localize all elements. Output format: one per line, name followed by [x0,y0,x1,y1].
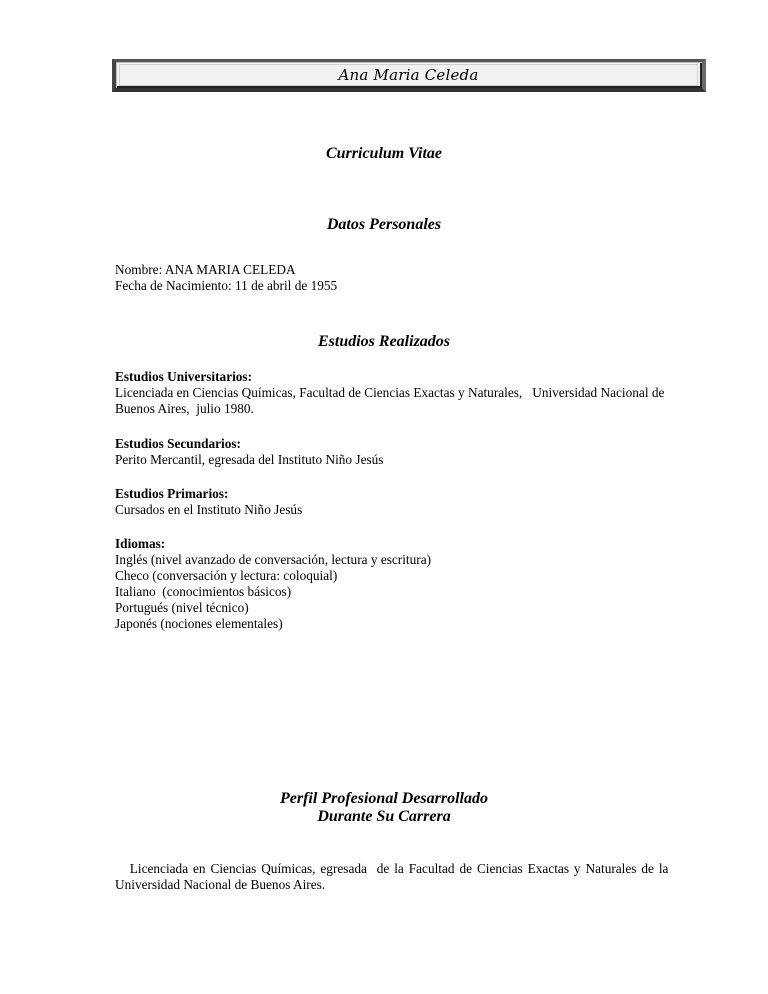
primary-studies-label: Estudios Primarios: [115,486,229,501]
university-studies-line-1: Licenciada en Ciencias Químicas, Facultad de Ciencias Exactas y Naturales, Universidad Nacional de [115,385,665,400]
language-item: Inglés (nivel avanzado de conversación, lectura y escritura) [115,552,432,567]
perfil-paragraph-line-2: Universidad Nacional de Buenos Aires. [115,877,326,892]
name-header: Ana Maria Celeda [119,64,698,86]
perfil-heading-line-1: Perfil Profesional Desarrollado [280,790,488,807]
perfil-paragraph [115,861,709,893]
language-item: Japonés (nociones elementales) [115,616,283,631]
personal-data-block [115,262,709,294]
section-heading-estudios: Estudios Realizados [317,333,451,350]
personal-name-line: Nombre: ANA MARIA CELEDA [115,262,296,277]
language-item: Checo (conversación y lectura: coloquial) [115,568,338,583]
language-item: Italiano (conocimientos básicos) [115,584,292,599]
section-heading-datos-personales: Datos Personales [326,216,442,233]
section-heading-perfil [0,790,768,826]
primary-studies-block [115,486,709,518]
name-header-box [112,59,706,92]
university-studies-block [115,369,709,417]
university-studies-line-2: Buenos Aires, julio 1980. [115,401,254,416]
secondary-studies-block [115,436,709,468]
languages-label: Idiomas: [115,536,166,551]
perfil-heading-line-2: Durante Su Carrera [317,808,451,825]
perfil-paragraph-line-1: Licenciada en Ciencias Químicas, egresada de la Facultad de Ciencias Exactas y Naturales de la [115,861,669,876]
university-studies-label: Estudios Universitarios: [115,369,253,384]
document-title: Curriculum Vitae [325,145,443,162]
secondary-studies-label: Estudios Secundarios: [115,436,241,451]
primary-studies-text: Cursados en el Instituto Niño Jesús [115,502,303,517]
languages-block [115,536,709,632]
secondary-studies-text: Perito Mercantil, egresada del Instituto Niño Jesús [115,452,384,467]
language-item: Portugués (nivel técnico) [115,600,249,615]
personal-birthdate-line: Fecha de Nacimiento: 11 de abril de 1955 [115,278,338,293]
